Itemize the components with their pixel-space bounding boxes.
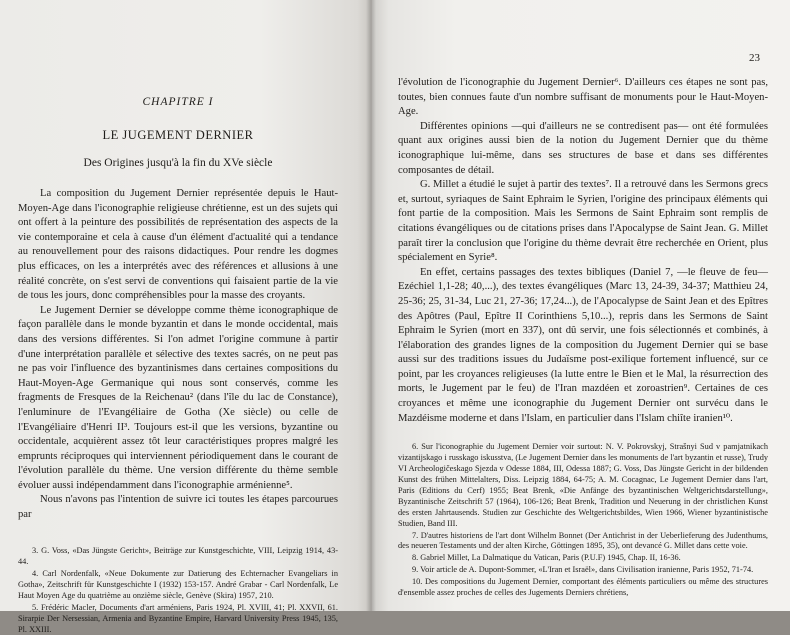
chapter-subtitle: Des Origines jusqu'à la fin du XVe siècle <box>83 157 273 169</box>
footnote-3: 3. G. Voss, «Das Jüngste Gericht», Beiträge zur Kunstgeschichte, VIII, Leipzig 1914, 43-44. <box>18 545 338 566</box>
footnote-6: 6. Sur l'iconographie du Jugement Dernier voir surtout: N. V. Pokrovskyj, Strašnyi Sud v pamjatnikach vizantijskago i russkago iskusstva, (Le Jugement Dernier dans les monuments de l'art byzantin et russe), Trudy VI Archeologičeskago Sjezda v Odesse 1884, III, Odessa 1887; G. Voss, Das Jüngste Gericht in der bildenden Kunst des frühen Mittelalters, Diss. Leipzig 1884, 64-75; A. M. Cocagnac, Le Jugement Dernier dans l'art, Paris (Editions du Cerf) 1955; Beat Brenk, «Die Anfänge des byzantinischen Weltgerichtsdarstellung», Byzantinische Zeitschrift 57 (1964), 106-126; Beat Brenk, Tradition und Neuerung in der christlichen Kunst des ersten Jahrtausends. Studien zur Geschichte des Weltgerichtsbildes, Wien 1966, Wiener byzantinistische Studien, Band III. <box>398 442 768 528</box>
chapter-title: LE JUGEMENT DERNIER <box>102 128 254 142</box>
right-paragraph-2: Différentes opinions —qui d'ailleurs ne se contredisent pas— ont été formulées quant aux origines aussi bien de la notion du Jugement Dernier que du thème iconographique lui-même, dans ses structures de base et dans ses différentes composantes de détail. <box>398 120 768 176</box>
footnote-4: 4. Carl Nordenfalk, «Neue Dokumente zur Datierung des Echternacher Evangeliars in Gotha», Zeitschrift für Kunstgeschichte I (1932) 153-157. André Grabar - Carl Nordenfalk, Le Haut Moyen Age du quatrième au onzième siècle, Genève (Skira) 1957, 210. <box>18 568 338 600</box>
right-paragraph-3: G. Millet a étudié le sujet à partir des textes⁷. Il a retrouvé dans les Sermons grecs et, surtout, syriaques de Saint Ephraim le Syrien, l'origine des principaux éléments qui font partie de la composition. Mais les Sermons de Saint Ephraim sont remplis de citations évangéliques ou de citations prises dans l'Apocalypse de Saint Jean. G. Millet paraît tirer la conclusion que l'origine du thème devrait être recherchée en Orient, plus spécialement en Syrie⁸. <box>398 179 768 264</box>
right-paragraph-1: l'évolution de l'iconographie du Jugement Dernier⁶. D'ailleurs ces étapes ne sont pas, toutes, bien connues faute d'un nombre suffisant de monuments pour le Haut-Moyen-Age. <box>398 77 768 118</box>
footnote-8: 8. Gabriel Millet, La Dalmatique du Vatican, Paris (P.U.F) 1945, Chap. II, 16-36. <box>412 553 681 563</box>
footnote-5: 5. Frédéric Macler, Documents d'art arméniens, Paris 1924, Pl. XVIII, 41; Pl. XXVII, 61. Sirarpie Der Nersessian, Armenia and Byzantine Empire, Harvard University Press 1945, 135, Pl. XXIII. <box>18 602 338 634</box>
page-number: 23 <box>749 52 760 64</box>
footnote-9: 9. Voir article de A. Dupont-Sommer, «L'Iran et Israël», dans Civilisation iranienne, Paris 1952, 71-74. <box>412 565 754 575</box>
left-footnotes <box>18 545 338 635</box>
right-paragraph-4: En effet, certains passages des textes bibliques (Daniel 7, —le fleuve de feu— Ezéchiel 1,1-28; 40,...), des textes évangéliques (Marc 13, 24-39, 34-37; Matthieu 24, 25-36; 25, 31-34, Luc 21, 27-36; 17,24...), de l'Apocalypse de Saint Jean et des Epîtres des Apôtres (Paul, Epître II Corinthiens 5,10...), repris dans les Sermons de Saint Ephraim le Syrien (mort en 337), ont dû servir, une fois sélectionnés et combinés, à l'élaboration des grandes lignes de la composition du Jugement Dernier qui se base aussi sur des traditions issues du Judaïsme post-exilique fortement influencé, sur ce point, par les croyances religieuses (la lutte entre le Bien et le Mal, la résurrection des morts, le Jugement par le feu) de l'Iran mazdéen et zoroastrien⁹. Certaines de ces croyances et même une iconographie du Jugement Dernier ont survécu dans le Mazdéisme moderne et dans l'Islam, en particulier dans l'Islam chiîte iranien¹⁰. <box>398 266 768 424</box>
left-paragraph-2: Le Jugement Dernier se développe comme thème iconographique de façon parallèle dans le monde byzantin et dans le monde occidental, mais dans des versions différentes. Si l'on admet l'origine commune à partir d'une interprétation parallèle et sélective des textes sacrés, on ne peut pas ne pas voir l'influence des byzantinismes dans certaines compositions du Haut-Moyen-Age Germanique qui nous sont conservés, comme les fragments de Fresques de la Reichenau² (dans l'île du lac de Constance), l'enluminure de l'Evangéliaire de Gotha (Xe siècle) ou celle de l'Evangéliaire d'Henri II³. Toujours est-il que les versions, byzantine ou occidentale, acquièrent assez tôt leur caractéristiques propres malgré les emprunts réciproques qui interviennent périodiquement dans le courant de l'évolution parallèle du thème. Une version différente du thème semble évoluer aussi indépendamment dans l'iconographie arménienne⁵. <box>18 304 338 491</box>
right-body-text <box>398 76 768 426</box>
footnote-7: 7. D'autres historiens de l'art dont Wilhelm Bonnet (Der Antichrist in der Ueberlieferung des Judenthums, des neueren Testaments und der alten Kirche, Göttingen 1895, 35), ont devancé G. Millet dans cette voie. <box>398 530 768 551</box>
chapter-heading: CHAPITRE I <box>142 96 214 108</box>
right-page <box>372 0 790 611</box>
left-body-text <box>18 187 338 523</box>
book-gutter <box>366 0 376 611</box>
left-paragraph-1: La composition du Jugement Dernier représentée depuis le Haut-Moyen-Age dans l'iconographie religieuse chrétienne, est un des sujets qui ont offert à la peinture des possibilités de représentation des aspects de la vie contemporaine et cela à cause d'un élément d'actualité qui a tendance au renouvellement pour des raisons didactiques. Pour rendre les dogmes plus efficaces, on les a interprétés avec des références et allusions à une réalité concrète, on s'est servi de conventions qui faisaient partie de la vie de tous les jours, donc compréhensibles pour la masse des croyants. <box>18 188 338 302</box>
left-page <box>0 0 372 634</box>
left-paragraph-3: Nous n'avons pas l'intention de suivre ici toutes les étapes parcourues par <box>18 494 338 521</box>
right-footnotes <box>398 442 768 599</box>
footnote-10: 10. Des compositions du Jugement Dernier, comportant des éléments particuliers ou même des structures d'ensemble assez proches de celles des Jugements Derniers chrétiens, <box>398 577 768 598</box>
